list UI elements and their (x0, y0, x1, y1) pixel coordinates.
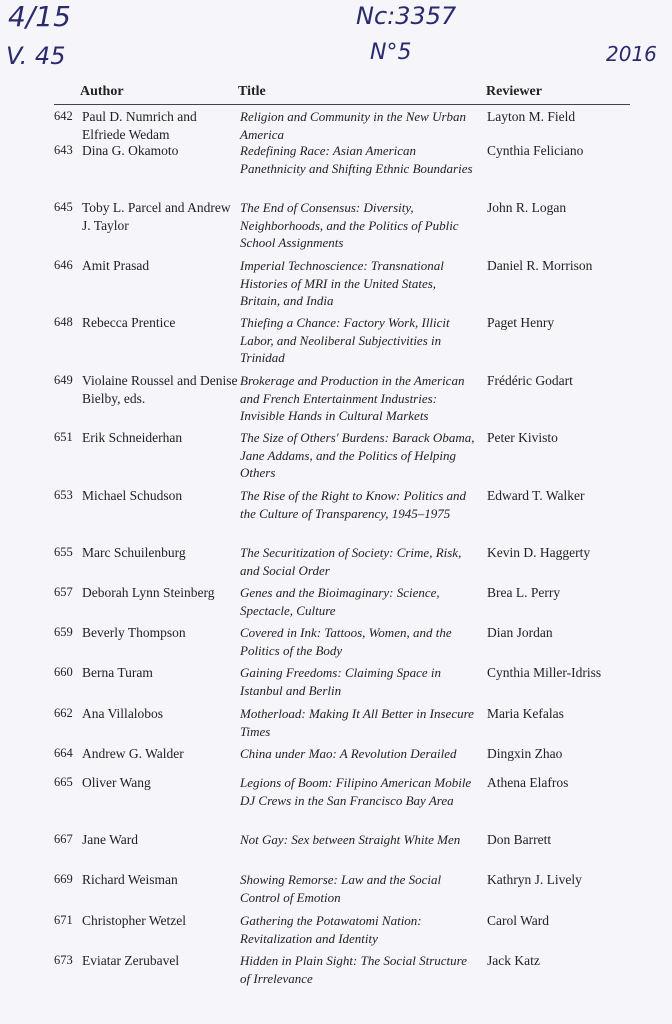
page-number: 669 (54, 872, 73, 886)
author-name: Amit Prasad (82, 258, 150, 273)
table-row (54, 624, 634, 664)
table-row (54, 831, 634, 871)
author-name: Beverly Thompson (82, 625, 186, 640)
handwritten-note-issue: 4/15 (8, 0, 71, 33)
page-number: 662 (54, 706, 73, 720)
table-row (54, 705, 634, 745)
page-number: 653 (54, 488, 73, 502)
handwritten-note-volume: V. 45 (6, 42, 66, 70)
header-author: Author (80, 84, 124, 99)
author-name: Ana Villalobos (82, 706, 164, 721)
page-number: 648 (54, 315, 73, 329)
book-title: Gaining Freedoms: Claiming Space in Istanbul and Berlin (240, 665, 441, 698)
author-name: Rebecca Prentice (82, 315, 176, 330)
book-title: The Size of Others' Burdens: Barack Obama, Jane Addams, and the Politics of Helping Others (240, 430, 475, 480)
table-row (54, 544, 634, 584)
page-number: 660 (54, 665, 73, 679)
book-title: Showing Remorse: Law and the Social Control of Emotion (240, 872, 442, 905)
reviewer-name: Dingxin Zhao (487, 746, 563, 761)
table-row (54, 108, 634, 142)
book-title: Brokerage and Production in the American and French Entertainment Industries: Invisible Hands in Cultural Markets (240, 373, 465, 423)
handwritten-note-year: 2016 (606, 42, 657, 66)
table-row (54, 871, 634, 912)
page-number: 664 (54, 746, 73, 760)
book-title: Redefining Race: Asian American Panethnicity and Shifting Ethnic Boundaries (240, 143, 473, 176)
reviewer-name: Paget Henry (487, 315, 555, 330)
reviewer-name: Kathryn J. Lively (487, 872, 582, 887)
table-row (54, 199, 634, 257)
page-number: 665 (54, 775, 73, 789)
page-number: 655 (54, 545, 73, 559)
reviewer-name: Daniel R. Morrison (487, 258, 593, 273)
book-title: Thiefing a Chance: Factory Work, Illicit Labor, and Neoliberal Subjectivities in Trinidad (240, 315, 450, 365)
author-name: Michael Schudson (82, 488, 183, 503)
reviewer-name: Cynthia Feliciano (487, 143, 584, 158)
table-row (54, 745, 634, 774)
page-number: 671 (54, 913, 73, 927)
header-title: Title (238, 84, 266, 99)
table-row (54, 774, 634, 831)
page-number: 651 (54, 430, 73, 444)
header-reviewer: Reviewer (486, 84, 542, 99)
author-name: Christopher Wetzel (82, 913, 187, 928)
book-title: The Rise of the Right to Know: Politics and the Culture of Transparency, 1945–1975 (240, 488, 467, 521)
book-title: Legions of Boom: Filipino American Mobile DJ Crews in the San Francisco Bay Area (240, 775, 472, 808)
author-name: Toby L. Parcel and Andrew J. Taylor (82, 200, 231, 233)
book-title: Genes and the Bioimaginary: Science, Spectacle, Culture (240, 585, 440, 618)
reviewer-name: Cynthia Miller-Idriss (487, 665, 602, 680)
reviewer-name: Jack Katz (487, 953, 540, 968)
reviewer-name: Athena Elafros (487, 775, 569, 790)
author-name: Jane Ward (82, 832, 139, 847)
reviewer-name: Peter Kivisto (487, 430, 558, 445)
author-name: Paul D. Numrich and Elfriede Wedam (82, 109, 197, 142)
author-name: Eviatar Zerubavel (82, 953, 180, 968)
reviewer-name: Edward T. Walker (487, 488, 585, 503)
book-title: Motherload: Making It All Better in Insecure Times (240, 706, 474, 739)
page-number: 646 (54, 258, 73, 272)
handwritten-note-number: N°5 (370, 40, 412, 65)
table-row (54, 257, 634, 314)
book-title: The Securitization of Society: Crime, Risk, and Social Order (240, 545, 462, 578)
page-number: 657 (54, 585, 73, 599)
table-row (54, 487, 634, 544)
book-title: Hidden in Plain Sight: The Social Structure of Irrelevance (240, 953, 467, 986)
page-number: 645 (54, 200, 73, 214)
author-name: Violaine Roussel and Denise Bielby, eds. (82, 373, 238, 406)
book-title: Religion and Community in the New Urban America (240, 109, 467, 142)
author-name: Oliver Wang (82, 775, 151, 790)
table-row (54, 429, 634, 487)
book-title: Imperial Technoscience: Transnational Histories of MRI in the United States, Britain, and India (240, 258, 444, 308)
table-row (54, 952, 634, 992)
author-name: Berna Turam (82, 665, 153, 680)
page-number: 643 (54, 143, 73, 157)
page-number: 673 (54, 953, 73, 967)
table-header (54, 84, 630, 105)
reviewer-name: Don Barrett (487, 832, 552, 847)
page-number: 659 (54, 625, 73, 639)
reviewer-name: Kevin D. Haggerty (487, 545, 591, 560)
book-title: Not Gay: Sex between Straight White Men (240, 832, 461, 847)
review-table (54, 108, 634, 992)
reviewer-name: Frédéric Godart (487, 373, 573, 388)
book-title: Gathering the Potawatomi Nation: Revitalization and Identity (240, 913, 422, 946)
reviewer-name: Carol Ward (487, 913, 550, 928)
reviewer-name: Layton M. Field (487, 109, 576, 124)
table-row (54, 584, 634, 624)
reviewer-name: Dian Jordan (487, 625, 553, 640)
reviewer-name: John R. Logan (487, 200, 567, 215)
book-title: Covered in Ink: Tattoos, Women, and the Politics of the Body (240, 625, 452, 658)
table-row (54, 314, 634, 372)
page-number: 649 (54, 373, 73, 387)
handwritten-note-catalog: Nc:3357 (356, 2, 457, 30)
author-name: Erik Schneiderhan (82, 430, 183, 445)
reviewer-name: Brea L. Perry (487, 585, 561, 600)
table-row (54, 142, 634, 199)
author-name: Deborah Lynn Steinberg (82, 585, 215, 600)
table-row (54, 664, 634, 705)
author-name: Andrew G. Walder (82, 746, 184, 761)
reviewer-name: Maria Kefalas (487, 706, 564, 721)
page-number: 642 (54, 109, 73, 123)
author-name: Richard Weisman (82, 872, 178, 887)
book-title: The End of Consensus: Diversity, Neighborhoods, and the Politics of Public School Assignments (240, 200, 459, 250)
author-name: Marc Schuilenburg (82, 545, 186, 560)
table-row (54, 372, 634, 429)
table-row (54, 912, 634, 952)
book-title: China under Mao: A Revolution Derailed (240, 746, 457, 761)
author-name: Dina G. Okamoto (82, 143, 179, 158)
page-number: 667 (54, 832, 73, 846)
